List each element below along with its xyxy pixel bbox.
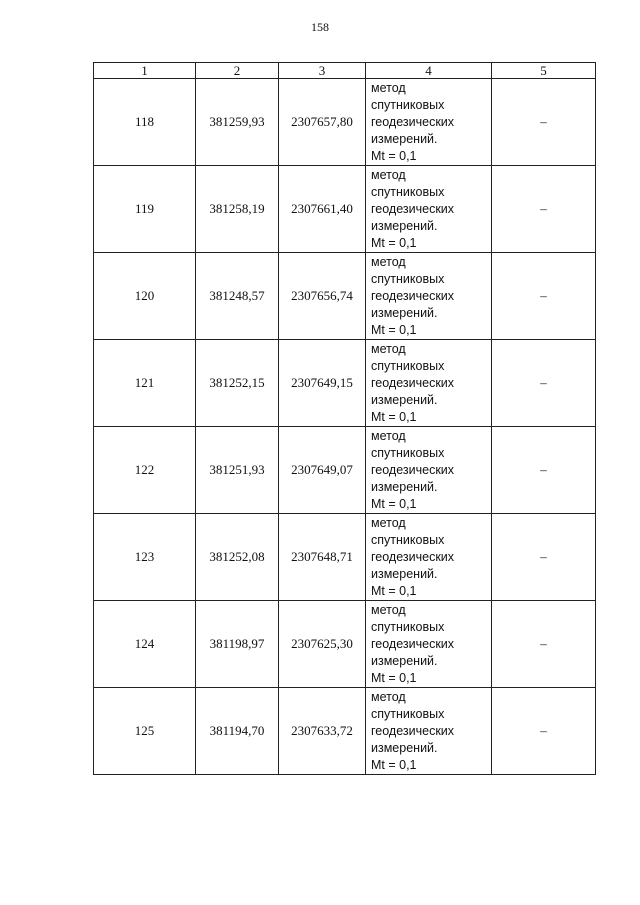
x-coordinate-cell: 381248,57 [196, 253, 279, 340]
note-cell: – [492, 166, 596, 253]
table-row [94, 688, 596, 775]
column-header-1: 1 [94, 63, 196, 79]
x-coordinate-cell: 381252,08 [196, 514, 279, 601]
point-number-cell: 121 [94, 340, 196, 427]
coordinates-table [93, 62, 596, 775]
method-cell: метод спутниковых геодезических измерений. Mt = 0,1 [366, 253, 492, 340]
note-cell: – [492, 340, 596, 427]
y-coordinate-cell: 2307657,80 [279, 79, 366, 166]
x-coordinate-cell: 381252,15 [196, 340, 279, 427]
x-coordinate-cell: 381251,93 [196, 427, 279, 514]
x-coordinate-cell: 381258,19 [196, 166, 279, 253]
note-cell: – [492, 253, 596, 340]
method-cell: метод спутниковых геодезических измерений. Mt = 0,1 [366, 688, 492, 775]
point-number-cell: 125 [94, 688, 196, 775]
column-header-4: 4 [366, 63, 492, 79]
note-cell: – [492, 79, 596, 166]
y-coordinate-cell: 2307625,30 [279, 601, 366, 688]
table-header-row [94, 63, 596, 79]
column-header-3: 3 [279, 63, 366, 79]
table-row [94, 253, 596, 340]
y-coordinate-cell: 2307648,71 [279, 514, 366, 601]
method-cell: метод спутниковых геодезических измерений. Mt = 0,1 [366, 601, 492, 688]
table-row [94, 79, 596, 166]
y-coordinate-cell: 2307649,07 [279, 427, 366, 514]
column-header-2: 2 [196, 63, 279, 79]
x-coordinate-cell: 381259,93 [196, 79, 279, 166]
y-coordinate-cell: 2307661,40 [279, 166, 366, 253]
note-cell: – [492, 514, 596, 601]
point-number-cell: 123 [94, 514, 196, 601]
point-number-cell: 124 [94, 601, 196, 688]
column-header-5: 5 [492, 63, 596, 79]
note-cell: – [492, 427, 596, 514]
point-number-cell: 120 [94, 253, 196, 340]
y-coordinate-cell: 2307656,74 [279, 253, 366, 340]
table-row [94, 514, 596, 601]
x-coordinate-cell: 381194,70 [196, 688, 279, 775]
x-coordinate-cell: 381198,97 [196, 601, 279, 688]
page-number: 158 [311, 20, 329, 34]
point-number-cell: 119 [94, 166, 196, 253]
y-coordinate-cell: 2307649,15 [279, 340, 366, 427]
table-row [94, 601, 596, 688]
y-coordinate-cell: 2307633,72 [279, 688, 366, 775]
method-cell: метод спутниковых геодезических измерений. Mt = 0,1 [366, 340, 492, 427]
point-number-cell: 122 [94, 427, 196, 514]
method-cell: метод спутниковых геодезических измерений. Mt = 0,1 [366, 166, 492, 253]
note-cell: – [492, 688, 596, 775]
method-cell: метод спутниковых геодезических измерений. Mt = 0,1 [366, 427, 492, 514]
note-cell: – [492, 601, 596, 688]
point-number-cell: 118 [94, 79, 196, 166]
table-row [94, 340, 596, 427]
method-cell: метод спутниковых геодезических измерений. Mt = 0,1 [366, 514, 492, 601]
table-row [94, 427, 596, 514]
table-row [94, 166, 596, 253]
method-cell: метод спутниковых геодезических измерений. Mt = 0,1 [366, 79, 492, 166]
